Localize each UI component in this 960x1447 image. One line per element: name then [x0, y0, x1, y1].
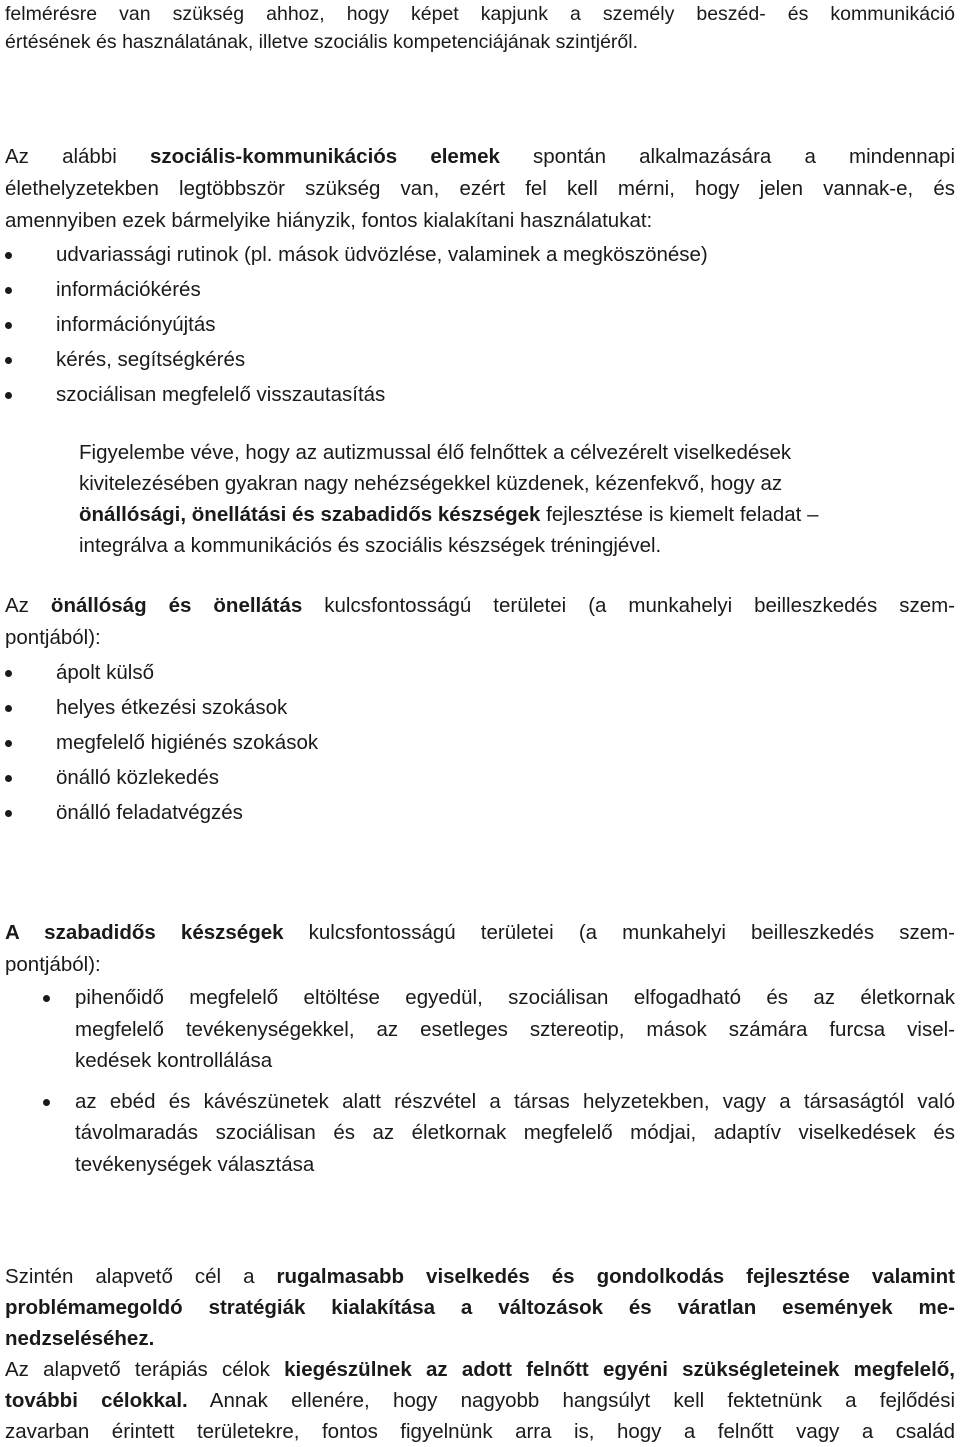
self-line-2: pontjából):: [5, 626, 101, 649]
self-line-1: Az önállóság és önellátás kulcsfontosságú területei (a munkahelyi beilleszkedés szem-: [5, 594, 955, 617]
list-item: az ebéd és kávészünetek alatt részvétel a társas helyzetekben, vagy a társaságtól való távolmaradás szociálisan és az életkornak megfelelő módjai, adaptív viselkedések és tevékenységek választása: [5, 1086, 955, 1181]
bullet-icon: [43, 1099, 50, 1106]
bullet-icon: [5, 322, 12, 329]
comm-line-1: Az alábbi szociális-kommunikációs elemek spontán alkalmazására a mindennapi: [5, 145, 956, 168]
indented-paragraph: [79, 437, 900, 561]
self-paragraph: [5, 590, 955, 654]
leisure-list: [5, 982, 955, 1189]
comm-bold-term: szociális-kommunikációs elemek: [149, 145, 500, 168]
bullet-icon: [5, 392, 12, 399]
indented-line-3: önállósági, önellátási és szabadidős készségek fejlesztése is kiemelt feladat –: [79, 503, 819, 526]
final-line-3: nedzseléséhez.: [5, 1327, 155, 1350]
indented-line-1: Figyelembe véve, hogy az autizmussal élő felnőttek a célvezérelt viselkedések: [79, 441, 792, 464]
bullet-icon: [5, 357, 12, 364]
final-line-1: Szintén alapvető cél a rugalmasabb viselkedés és gondolkodás fejlesztése valamint: [5, 1265, 955, 1288]
bullet-icon: [5, 670, 12, 677]
list-item: pihenőidő megfelelő eltöltése egyedül, szociálisan elfogadható és az életkornak megfelelő tevékenységekkel, az esetleges sztereotip, mások számára furcsa visel- kedések kontrollálása: [5, 982, 955, 1077]
final-line-5: további célokkal. Annak ellenére, hogy nagyobb hangsúlyt kell fektetnünk a fejlődési: [5, 1389, 955, 1412]
list-item: információnyújtás: [5, 307, 955, 342]
self-list: [5, 655, 955, 830]
bullet-icon: [5, 705, 12, 712]
list-item: önálló közlekedés: [5, 760, 955, 795]
list-item: megfelelő higiénés szokások: [5, 725, 955, 760]
final-line-2: problémamegoldó stratégiák kialakítása a változások és váratlan események me-: [5, 1296, 955, 1319]
leisure-line-1: A szabadidős készségek kulcsfontosságú területei (a munkahelyi beilleszkedés szem-: [5, 921, 955, 944]
list-item: helyes étkezési szokások: [5, 690, 955, 725]
indented-line-2: kivitelezésében gyakran nagy nehézségekkel küzdenek, kézenfekvő, hogy az: [79, 472, 783, 495]
list-item: szociálisan megfelelő visszautasítás: [5, 377, 955, 412]
list-item: udvariassági rutinok (pl. mások üdvözlése, valaminek a megköszönése): [5, 237, 955, 272]
comm-paragraph: [5, 141, 955, 237]
intro-paragraph: [5, 0, 955, 56]
list-item: önálló feladatvégzés: [5, 795, 955, 830]
list-item: kérés, segítségkérés: [5, 342, 955, 377]
bullet-icon: [5, 287, 12, 294]
bullet-icon: [43, 995, 50, 1002]
intro-line-1: felmérésre van szükség ahhoz, hogy képet kapjunk a személy beszéd- és kommunikáció: [5, 3, 955, 25]
indented-line-4: integrálva a kommunikációs és szociális készségek tréningjével.: [79, 534, 662, 557]
list-item: ápolt külső: [5, 655, 955, 690]
comm-line-3: amennyiben ezek bármelyike hiányzik, fontos kialakítani használatukat:: [5, 209, 653, 232]
final-paragraph: [5, 1261, 955, 1447]
intro-line-2: értésének és használatának, illetve szociális kompetenciájának szintjéről.: [5, 31, 638, 53]
bullet-icon: [5, 775, 12, 782]
bullet-icon: [5, 740, 12, 747]
comm-list: [5, 237, 955, 412]
leisure-paragraph: [5, 917, 955, 981]
leisure-line-2: pontjából):: [5, 953, 101, 976]
bullet-icon: [5, 252, 12, 259]
comm-line-2: élethelyzetekben legtöbbször szükség van, ezért fel kell mérni, hogy jelen vannak-e, és: [5, 177, 955, 200]
final-line-6: zavarban érintett területekre, fontos figyelnünk arra is, hogy a felnőtt vagy a család: [5, 1420, 955, 1443]
bullet-icon: [5, 810, 12, 817]
final-line-4: Az alapvető terápiás célok kiegészülnek az adott felnőtt egyéni szükségleteinek megfelelő,: [5, 1358, 955, 1381]
list-item: információkérés: [5, 272, 955, 307]
